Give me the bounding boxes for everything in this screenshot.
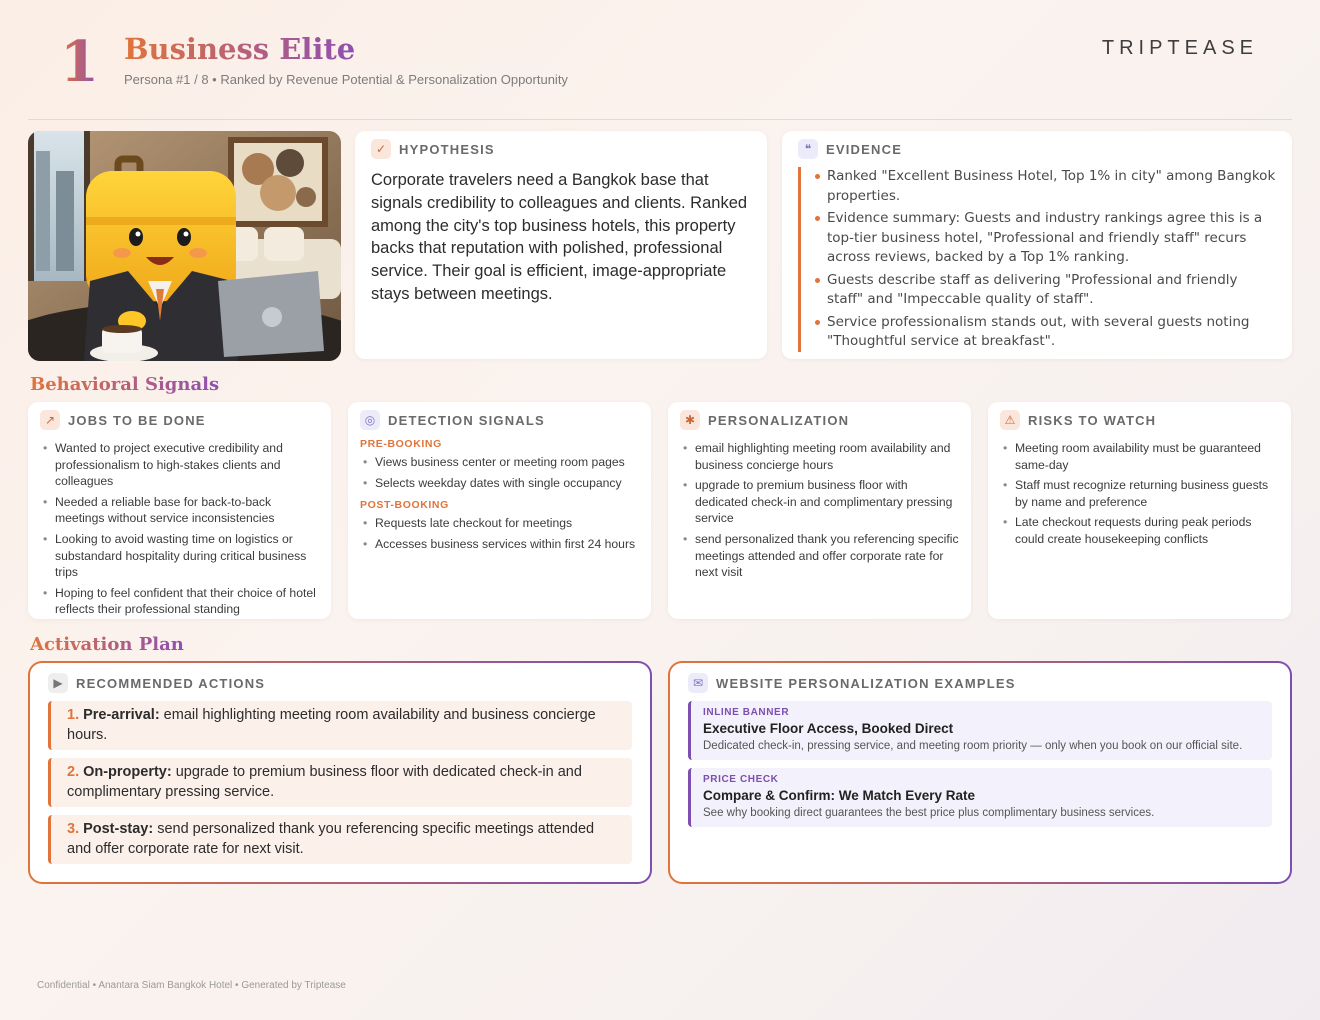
evidence-item: Guests describe staff as delivering "Professional and friendly staff" and "Impeccable quality of staff".	[815, 271, 1276, 310]
page-footer: Confidential • Anantara Siam Bangkok Hotel • Generated by Triptease	[37, 980, 346, 991]
example-type: PRICE CHECK	[703, 774, 779, 785]
page-title: Business Elite	[124, 32, 356, 66]
play-icon: ▶	[48, 673, 68, 693]
action-text: send personalized thank you referencing specific meetings attended and offer corporate rate for next visit.	[67, 821, 595, 857]
pre-booking-label: PRE-BOOKING	[360, 438, 442, 450]
section-title-activation: Activation Plan	[30, 634, 184, 655]
evidence-item: Ranked "Excellent Business Hotel, Top 1% in city" among Bangkok properties.	[815, 167, 1276, 206]
list-item: • Wanted to project executive credibility and professionalism to high-stakes clients and colleagues	[40, 440, 319, 490]
list-item: • Hoping to feel confident that their choice of hotel reflects their professional standing	[40, 585, 319, 618]
jobs-to-be-done-card	[28, 402, 331, 619]
jobs-header	[40, 410, 319, 430]
pre-booking-list	[360, 454, 639, 491]
evidence-body	[798, 167, 1276, 352]
website-title: WEBSITE PERSONALIZATION EXAMPLES	[716, 675, 1016, 691]
example-price-check	[688, 768, 1272, 827]
evidence-item: Evidence summary: Guests and industry rankings agree this is a top-tier business hotel, "Professional and friendly staff" recurs across reviews, backed by a Top 1% ranking.	[815, 209, 1276, 268]
jobs-list	[40, 440, 319, 618]
detection-header	[360, 410, 639, 430]
action-text: upgrade to premium business floor with dedicated check-in and complimentary pressing service.	[67, 764, 582, 800]
action-item	[48, 815, 632, 864]
hypothesis-title: HYPOTHESIS	[399, 141, 495, 157]
page-subtitle: Persona #1 / 8 • Ranked by Revenue Potential & Personalization Opportunity	[124, 72, 568, 87]
warning-icon: ⚠	[1000, 410, 1020, 430]
persona-illustration	[28, 131, 341, 361]
example-type: INLINE BANNER	[703, 707, 790, 718]
arrow-up-right-icon: ↗	[40, 410, 60, 430]
target-icon: ◎	[360, 410, 380, 430]
action-number: 1.	[67, 707, 80, 723]
sparkle-icon: ✱	[680, 410, 700, 430]
action-item	[48, 701, 632, 750]
recommended-actions-card	[28, 661, 652, 884]
mail-icon: ✉	[688, 673, 708, 693]
actions-header	[48, 673, 632, 693]
hypothesis-card	[355, 131, 767, 359]
example-description: See why booking direct guarantees the best price plus complimentary business services.	[703, 807, 1155, 819]
action-number: 2.	[67, 764, 80, 780]
evidence-list	[815, 167, 1276, 352]
hypothesis-text: Corporate travelers need a Bangkok base that signals credibility to colleagues and clients. Ranked among the city's top business hotels, this property backs that reputation with polished, professional service. Their goal is efficient, image-appropriate stays between meetings.	[371, 171, 748, 303]
example-inline-banner	[688, 701, 1272, 760]
action-item	[48, 758, 632, 807]
actions-title: RECOMMENDED ACTIONS	[76, 675, 266, 691]
risks-list	[1000, 440, 1279, 548]
persona-rank: 1	[60, 29, 99, 95]
evidence-item: Service professionalism stands out, with several guests noting "Thoughtful service at breakfast".	[815, 313, 1276, 352]
brand-logo: TRIPTEASE	[1101, 37, 1258, 59]
detection-signals-card	[348, 402, 651, 619]
post-booking-label: POST-BOOKING	[360, 499, 449, 512]
header-divider	[28, 119, 1292, 120]
personalization-list	[680, 440, 959, 581]
website-personalization-card	[668, 661, 1292, 884]
section-title-behavioral: Behavioral Signals	[30, 374, 220, 395]
recommended-actions-inner	[30, 663, 650, 882]
action-number: 3.	[67, 821, 80, 837]
page-header	[0, 0, 1320, 120]
list-item: • Needed a reliable base for back-to-back meetings without service inconsistencies	[40, 494, 319, 527]
risks-header	[1000, 410, 1279, 430]
website-header	[688, 673, 1272, 693]
action-label: On-property:	[83, 764, 172, 780]
evidence-card	[782, 131, 1292, 359]
website-personalization-inner	[670, 663, 1290, 882]
list-item: • Accesses business services within first 24 hours	[360, 536, 639, 553]
list-item: • Meeting room availability must be guaranteed same-day	[1000, 440, 1279, 473]
evidence-title: EVIDENCE	[826, 141, 903, 157]
list-item: • email highlighting meeting room availability and business concierge hours	[680, 440, 959, 473]
detection-title: DETECTION SIGNALS	[388, 412, 545, 428]
risks-to-watch-card	[988, 402, 1291, 619]
list-item: • Staff must recognize returning business guests by name and preference	[1000, 477, 1279, 510]
example-title: Executive Floor Access, Booked Direct	[703, 721, 954, 736]
list-item: • Late checkout requests during peak periods could create housekeeping conflicts	[1000, 514, 1279, 547]
list-item: • Looking to avoid wasting time on logistics or substandard hospitality during critical business trips	[40, 531, 319, 581]
risks-title: RISKS TO WATCH	[1028, 412, 1157, 428]
list-item: • send personalized thank you referencing specific meetings attended and offer corporate rate for next visit	[680, 531, 959, 581]
action-label: Pre-arrival:	[83, 707, 160, 723]
check-icon: ✓	[371, 139, 391, 159]
example-description: Dedicated check-in, pressing service, and meeting room priority — only when you book on our official site.	[703, 740, 1243, 752]
post-booking-list	[360, 515, 639, 552]
list-item: • upgrade to premium business floor with dedicated check-in and complimentary pressing service	[680, 477, 959, 527]
action-text: email highlighting meeting room availability and business concierge hours.	[67, 707, 596, 743]
personalization-title: PERSONALIZATION	[708, 412, 850, 428]
hypothesis-header	[371, 139, 751, 159]
briefcase-mascot-illustration	[28, 131, 341, 361]
quote-icon: ❝	[798, 139, 818, 159]
personalization-header	[680, 410, 959, 430]
personalization-card	[668, 402, 971, 619]
list-item: • Selects weekday dates with single occupancy	[360, 475, 639, 492]
action-label: Post-stay:	[83, 821, 154, 837]
jobs-title: JOBS TO BE DONE	[68, 412, 206, 428]
evidence-header	[798, 139, 1276, 159]
list-item: • Requests late checkout for meetings	[360, 515, 639, 532]
list-item: • Views business center or meeting room pages	[360, 454, 639, 471]
example-title: Compare & Confirm: We Match Every Rate	[703, 788, 976, 803]
